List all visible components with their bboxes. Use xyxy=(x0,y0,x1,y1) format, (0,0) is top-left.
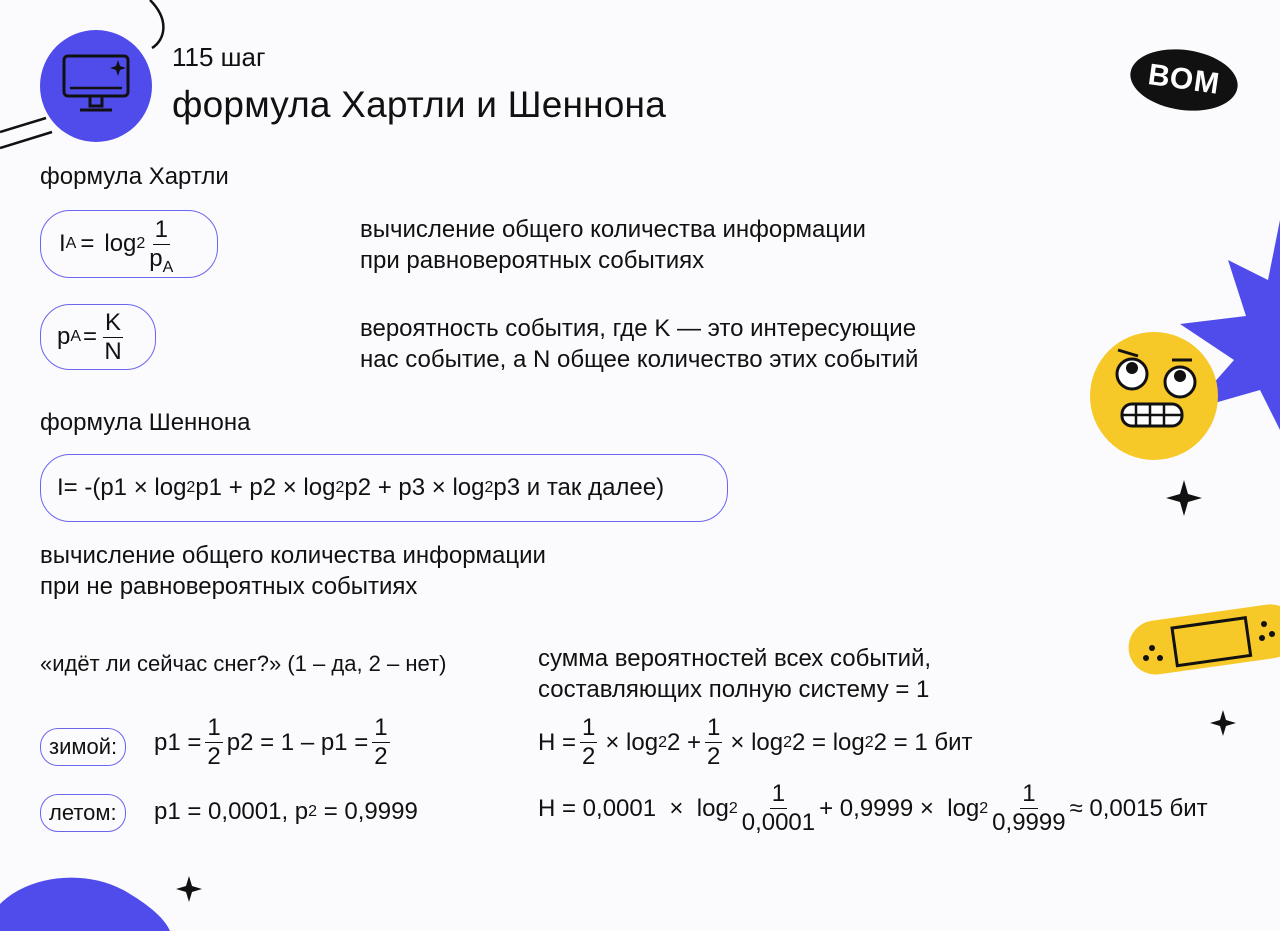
winter-entropy: H = $\frac{1}{2}$ × log 2 2 + $\frac{1}{2}$ × log 2 2 = log 2 2 = 1 бит xyxy=(538,714,973,770)
hartley-formula-pill xyxy=(40,210,218,278)
sum-note: сумма вероятностей всех событий, составляющих полную систему = 1 xyxy=(538,645,932,703)
summer-probabilities: p1 = 0,0001, p 2 = 0,9999 xyxy=(154,798,418,825)
probability-formula: p A = $\frac{K}{N}$ xyxy=(57,308,122,365)
shannon-desc: вычисление общего количества информации при не равновероятных событиях xyxy=(40,542,546,600)
shannon-formula-pill xyxy=(40,454,728,522)
page-title: формула Хартли и Шеннона xyxy=(172,84,666,125)
probability-desc: вероятность события, где K — это интересующие нас событие, а N общее количество этих событий xyxy=(360,315,919,373)
hartley-desc: вычисление общего количества информации при равновероятных событиях xyxy=(360,216,866,274)
winter-label: зимой: xyxy=(40,728,126,766)
probability-formula-pill xyxy=(40,304,156,370)
monitor-sparkle-icon xyxy=(40,30,152,142)
step-label: 115 шаг xyxy=(172,42,266,72)
snow-question: «идёт ли сейчас снег?» (1 – да, 2 – нет) xyxy=(40,651,447,676)
sparkle-icon xyxy=(1166,480,1202,516)
summer-label: летом: xyxy=(40,794,126,832)
bandage-icon xyxy=(1122,600,1280,680)
shannon-heading: формула Шеннона xyxy=(40,409,251,436)
summer-entropy: H = 0,0001 × log 2 $\frac{1}{0,0001}$ + 0,9999 × log 2 $\frac{1}{0,9999}$ ≈ 0,0015 бит xyxy=(538,780,1208,836)
cloud-icon xyxy=(0,874,180,931)
sparkle-icon xyxy=(1210,710,1236,736)
hartley-heading: формула Хартли xyxy=(40,163,229,190)
shannon-formula: I= -(p1 × log 2 p1 + p2 × log 2 p2 + p3 × log 2 p3 и так далее) xyxy=(57,474,665,501)
brand-logo: ВОМ xyxy=(1126,43,1241,117)
worried-face-icon xyxy=(1088,330,1220,462)
hartley-formula: I A = log 2 $\frac{1}{p_A}$ xyxy=(59,215,174,276)
winter-probabilities: p1 = $\frac{1}{2}$ p2 = 1 – p1 = $\frac{1}{2}$ xyxy=(154,714,388,770)
